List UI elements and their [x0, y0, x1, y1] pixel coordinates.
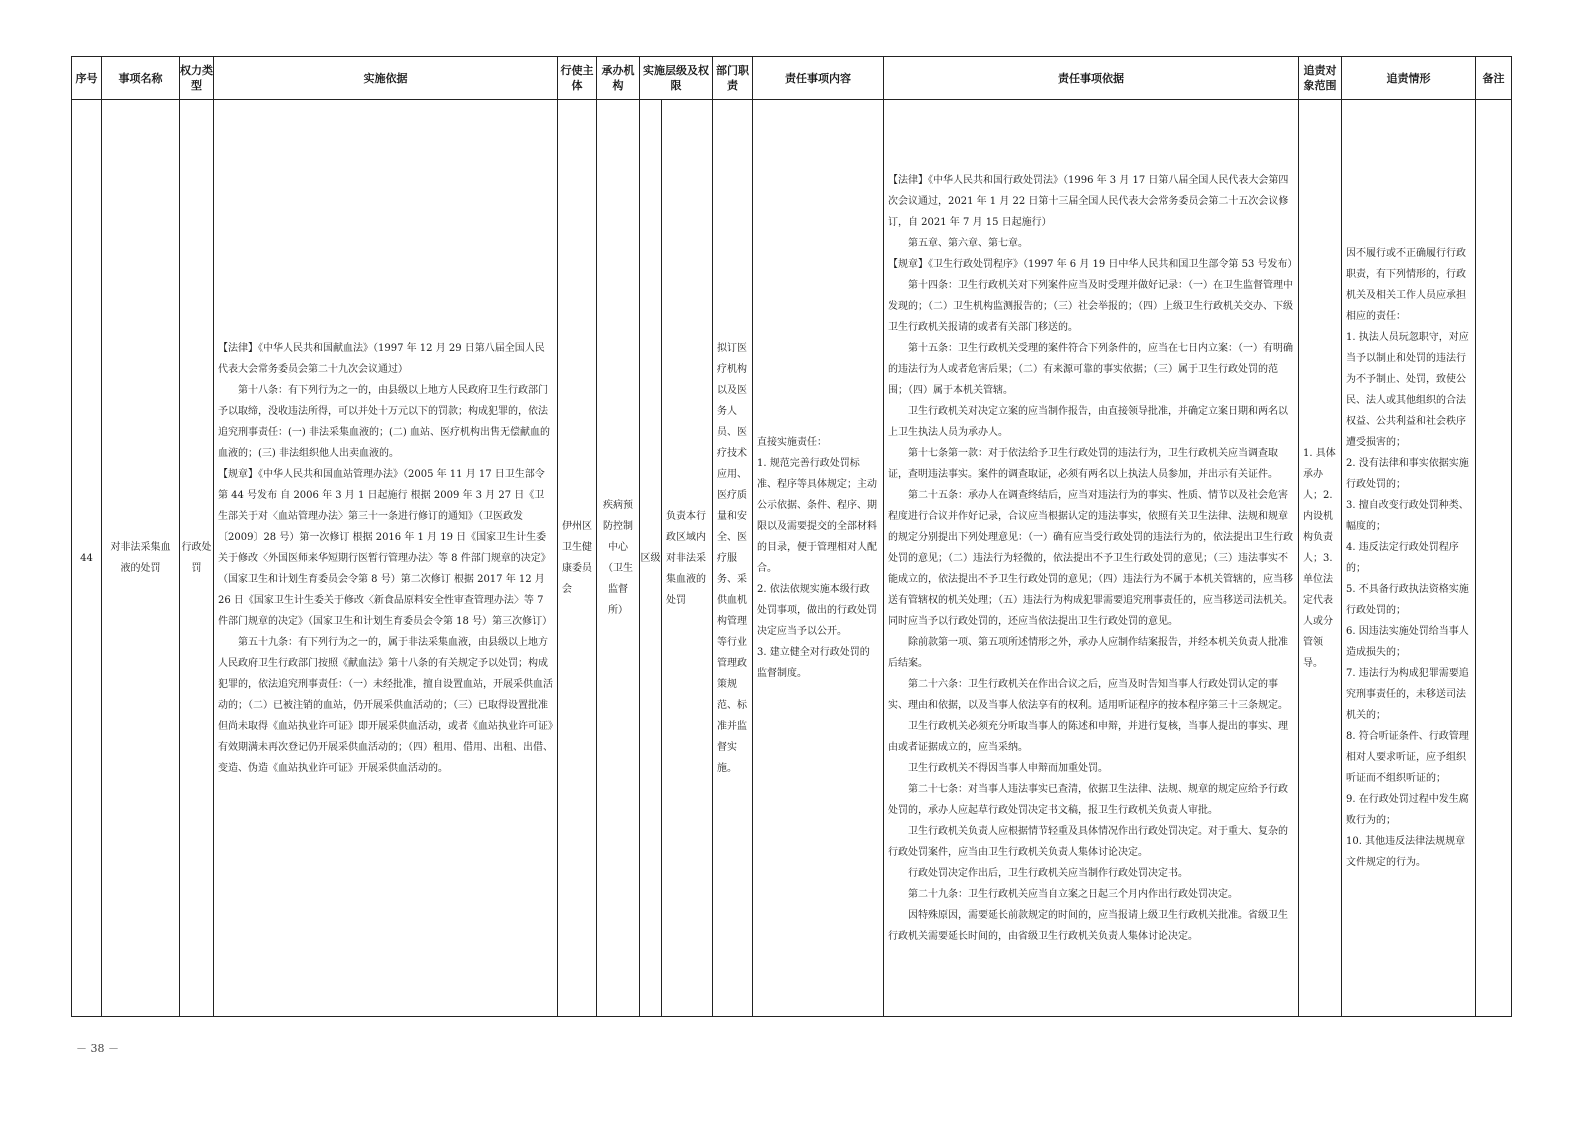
header-subject: 行使主体: [558, 57, 597, 100]
situation-item: 9. 在行政处罚过程中发生腐败行为的；: [1346, 794, 1469, 826]
page-number: － 38 －: [76, 1042, 119, 1055]
basis-paragraph: 第五十九条：有下列行为之一的，属于非法采集血液，由县级以上地方人民政府卫生行政部门按照《献血法》第十八条的有关规定予以处罚；构成犯罪的，依法追究刑事责任：（一）未经批准，擅自设置血站，开展采供血活动的；（二）已被注销的血站，仍开展采供血活动的；（三）已取得设置批准但尚未取得《血站执业许可证》即开展采供血活动，或者《血站执业许可证》有效期满未再次登记仍开展采供血活动的；（四）租用、借用、出租、出借、变造、伪造《血站执业许可证》开展采供血活动的。: [218, 636, 553, 774]
resp-content-line: 直接实施责任：: [757, 437, 827, 448]
resp-basis-paragraph: 第二十七条：对当事人违法事实已查清，依据卫生法律、法规、规章的规定应给予行政处罚的，承办人应起草行政处罚决定书文稿，报卫生行政机关负责人审批。: [888, 783, 1288, 816]
situation-item: 1. 执法人员玩忽职守，对应当予以制止和处罚的违法行为不予制止、处罚，致使公民、法人或其他组织的合法权益、公共利益和社会秩序遭受损害的；: [1346, 332, 1469, 448]
resp-basis-paragraph: 行政处罚决定作出后，卫生行政机关应当制作行政处罚决定书。: [908, 867, 1188, 879]
situation-item: 6. 因违法实施处罚给当事人造成损失的；: [1346, 626, 1469, 658]
header-scope: 追责对象范围: [1299, 57, 1342, 100]
resp-basis-paragraph: 卫生行政机关不得因当事人申辩而加重处罚。: [908, 762, 1108, 774]
responsibility-table: [71, 56, 1512, 1017]
resp-basis-paragraph: 卫生行政机关对决定立案的应当制作报告，由直接领导批准，并确定立案日期和两名以上卫生执法人员为承办人。: [888, 405, 1288, 438]
header-level: 实施层级及权限: [640, 57, 713, 100]
resp-basis-paragraph: 第二十六条：卫生行政机关在作出合议之后，应当及时告知当事人行政处罚认定的事实、理由和依据，以及当事人依法享有的权利。适用听证程序的按本程序第三十三条规定。: [888, 678, 1288, 711]
cell-limit: 负责本行政区域内对非法采集血液的处罚: [662, 100, 713, 1017]
situation-item: 8. 符合听证条件、行政管理相对人要求听证，应予组织听证而不组织听证的；: [1346, 731, 1469, 784]
cell-level: 区级: [640, 100, 662, 1017]
resp-content-line: 2. 依法依规实施本级行政处罚事项，做出的行政处罚决定应当予以公开。: [757, 584, 877, 637]
header-basis: 实施依据: [214, 57, 558, 100]
basis-paragraph: 【规章】《中华人民共和国血站管理办法》（2005 年 11 月 17 日卫生部令第 44 号发布 自 2006 年 3 月 1 日起施行 根据 2009 年 3 月 27 日《卫生部关于对〈血站管理办法〉第三十一条进行修订的通知》（卫医政发〔2009〕28 号）第一次修订 根据 2016 年 1 月 19 日《国家卫生计生委关于修改〈外国医师来华短期行医暂行管理办法〉等 8 件部门规章的决定》（国家卫生和计划生育委员会令第 8 号）第二次修订 根据 2017 年 12 月 26 日《国家卫生计生委关于修改〈新食品原料安全性审查管理办法〉等 7 件部门规章的决定》（国家卫生和计划生育委员会令第 18 号）第三次修订）: [218, 468, 553, 627]
header-situations: 追责情形: [1342, 57, 1476, 100]
header-org: 承办机构: [597, 57, 640, 100]
situation-item: 3. 擅自改变行政处罚种类、幅度的；: [1346, 500, 1469, 532]
cell-org: 疾病预防控制中心（卫生监督所）: [597, 100, 640, 1017]
cell-dept-duty: 拟订医疗机构以及医务人员、医疗技术应用、医疗质量和安全、医疗服务、采供血机构管理等行业管理政策规范、标准并监督实施。: [713, 100, 753, 1017]
cell-basis: [214, 100, 558, 1017]
cell-name: 对非法采集血液的处罚: [102, 100, 180, 1017]
resp-basis-paragraph: 第十五条：卫生行政机关受理的案件符合下列条件的，应当在七日内立案：（一）有明确的违法行为人或者危害后果；（二）有来源可靠的事实依据；（三）属于卫生行政处罚的范围；（四）属于本机关管辖。: [888, 342, 1293, 396]
resp-basis-paragraph: 卫生行政机关必须充分听取当事人的陈述和申辩，并进行复核，当事人提出的事实、理由或者证据成立的，应当采纳。: [888, 720, 1288, 753]
table-row: [72, 100, 1512, 1017]
header-seq: 序号: [72, 57, 102, 100]
header-resp-basis: 责任事项依据: [884, 57, 1299, 100]
resp-basis-paragraph: 第二十五条：承办人在调查终结后，应当对违法行为的事实、性质、情节以及社会危害程度进行合议并作好记录，合议应当根据认定的违法事实，依照有关卫生法律、法规和规章的规定分别提出下列处理意见：（一）确有应当受行政处罚的违法行为的，依法提出卫生行政处罚的意见；（二）违法行为轻微的，依法提出不予卫生行政处罚的意见；（三）违法事实不能成立的，依法提出不予卫生行政处罚的意见；（四）违法行为不属于本机关管辖的，应当移送有管辖权的机关处理；（五）违法行为构成犯罪需要追究刑事责任的，应当移送司法机关。同时应当予以行政处罚的，还应当依法提出卫生行政处罚的意见。: [888, 489, 1293, 627]
resp-basis-paragraph: 卫生行政机关负责人应根据情节轻重及具体情况作出行政处罚决定。对于重大、复杂的行政处罚案件，应当由卫生行政机关负责人集体讨论决定。: [888, 825, 1288, 858]
resp-basis-paragraph: 第十四条：卫生行政机关对下列案件应当及时受理并做好记录：（一）在卫生监督管理中发现的；（二）卫生机构监测报告的；（三）社会举报的；（四）上级卫生行政机关交办、下级卫生行政机关报请的或者有关部门移送的。: [888, 279, 1293, 333]
header-row: [72, 57, 1512, 100]
resp-basis-paragraph: 【法律】《中华人民共和国行政处罚法》（1996 年 3 月 17 日第八届全国人民代表大会第四次会议通过，2021 年 1 月 22 日第十三届全国人民代表大会常务委员会第二十五次会议修订，自 2021 年 7 月 15 日起施行）: [888, 174, 1289, 228]
header-resp-content: 责任事项内容: [753, 57, 884, 100]
header-dept-duty: 部门职责: [713, 57, 753, 100]
cell-situations: [1342, 100, 1476, 1017]
resp-basis-paragraph: 因特殊原因，需要延长前款规定的时间的，应当报请上级卫生行政机关批准。省级卫生行政机关需要延长时间的，由省级卫生行政机关负责人集体讨论决定。: [888, 909, 1288, 942]
resp-basis-paragraph: 除前款第一项、第五项所述情形之外，承办人应制作结案报告，并经本机关负责人批准后结案。: [888, 636, 1288, 669]
basis-paragraph: 【法律】《中华人民共和国献血法》（1997 年 12 月 29 日第八届全国人民代表大会常务委员会第二十九次会议通过）: [218, 342, 545, 375]
situation-item: 10. 其他违反法律法规规章文件规定的行为。: [1346, 836, 1466, 868]
cell-resp-basis: [884, 100, 1299, 1017]
resp-basis-paragraph: 第十七条第一款：对于依法给予卫生行政处罚的违法行为，卫生行政机关应当调查取证，查明违法事实。案件的调查取证，必须有两名以上执法人员参加，并出示有关证件。: [888, 447, 1278, 480]
resp-content-line: 3. 建立健全对行政处罚的监督制度。: [757, 647, 870, 679]
header-name: 事项名称: [102, 57, 180, 100]
resp-basis-paragraph: 【规章】《卫生行政处罚程序》（1997 年 6 月 19 日中华人民共和国卫生部令第 53 号发布）: [888, 258, 1298, 270]
resp-content-line: 1. 规范完善行政处罚标准、程序等具体规定；主动公示依据、条件、程序、期限以及需要提交的全部材料的目录，便于管理相对人配合。: [757, 458, 877, 574]
situation-item: 5. 不具备行政执法资格实施行政处罚的；: [1346, 584, 1469, 616]
situation-item: 2. 没有法律和事实依据实施行政处罚的；: [1346, 458, 1469, 490]
cell-subject: 伊州区卫生健康委员会: [558, 100, 597, 1017]
cell-scope: 1. 具体承办人；2. 内设机构负责人；3. 单位法定代表人或分管领导。: [1299, 100, 1342, 1017]
resp-basis-paragraph: 第二十九条：卫生行政机关应当自立案之日起三个月内作出行政处罚决定。: [908, 888, 1238, 900]
cell-resp-content: [753, 100, 884, 1017]
cell-remark: [1476, 100, 1512, 1017]
situation-item: 因不履行或不正确履行行政职责，有下列情形的，行政机关及相关工作人员应承担相应的责任：: [1346, 248, 1466, 322]
situation-item: 7. 违法行为构成犯罪需要追究刑事责任的，未移送司法机关的；: [1346, 668, 1469, 721]
basis-paragraph: 第十八条：有下列行为之一的，由县级以上地方人民政府卫生行政部门予以取缔，没收违法所得，可以并处十万元以下的罚款；构成犯罪的，依法追究刑事责任：(一) 非法采集血液的；(二) 血站、医疗机构出售无偿献血的血液的；(三) 非法组织他人出卖血液的。: [218, 384, 550, 459]
situation-item: 4. 违反法定行政处罚程序的；: [1346, 542, 1459, 574]
cell-power-type: 行政处罚: [180, 100, 214, 1017]
cell-seq: 44: [72, 100, 102, 1017]
header-remark: 备注: [1476, 57, 1512, 100]
resp-basis-paragraph: 第五章、第六章、第七章。: [908, 237, 1028, 249]
header-power-type: 权力类型: [180, 57, 214, 100]
